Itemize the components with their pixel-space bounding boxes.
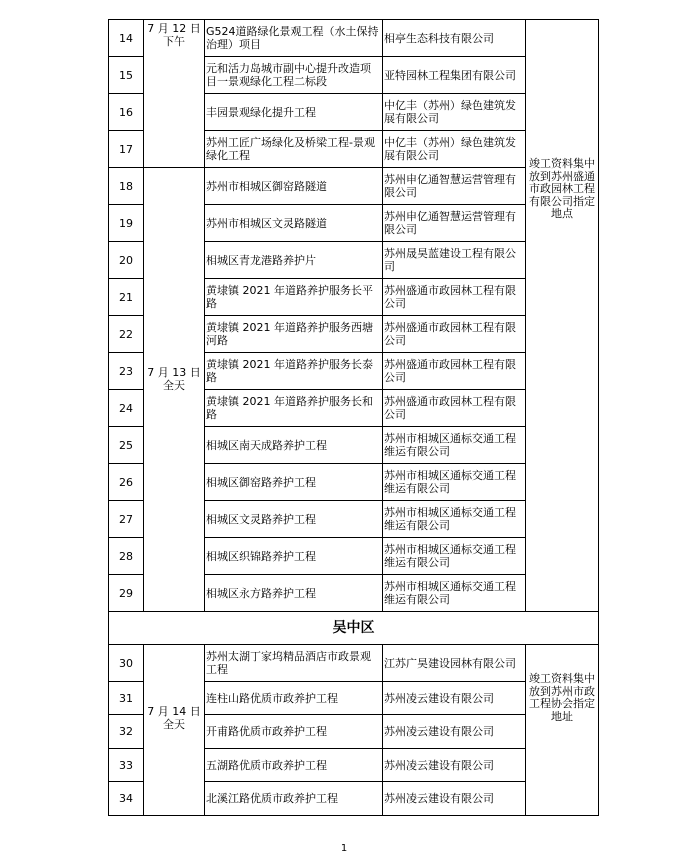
schedule-rows-xiangcheng <box>109 20 599 612</box>
project-name: 开甫路优质市政养护工程 <box>205 715 383 749</box>
project-name: 黄埭镇 2021 年道路养护服务西塘河路 <box>205 316 383 353</box>
row-number: 33 <box>109 749 144 782</box>
row-number: 28 <box>109 538 144 575</box>
page-number: 1 <box>340 843 348 854</box>
company-name: 苏州凌云建设有限公司 <box>383 715 526 749</box>
project-name: 相城区南天成路养护工程 <box>205 427 383 464</box>
row-number: 17 <box>109 131 144 168</box>
project-name: G524道路绿化景观工程（水土保持治理）项目 <box>205 20 383 57</box>
project-name: 黄埭镇 2021 年道路养护服务长平路 <box>205 279 383 316</box>
company-name: 江苏广昊建设园林有限公司 <box>383 645 526 682</box>
project-name: 北溪江路优质市政养护工程 <box>205 782 383 816</box>
row-number: 20 <box>109 242 144 279</box>
row-number: 32 <box>109 715 144 749</box>
company-name: 苏州盛通市政园林工程有限公司 <box>383 353 526 390</box>
company-name: 苏州市相城区通标交通工程维运有限公司 <box>383 427 526 464</box>
project-name: 相城区青龙港路养护片 <box>205 242 383 279</box>
delivery-note: 竣工资料集中放到苏州盛通市政园林工程有限公司指定地点 <box>526 20 599 612</box>
row-number: 18 <box>109 168 144 205</box>
company-name: 苏州晟昊蓝建设工程有限公司 <box>383 242 526 279</box>
table-row <box>109 168 599 205</box>
company-name: 苏州市相城区通标交通工程维运有限公司 <box>383 575 526 612</box>
row-number: 27 <box>109 501 144 538</box>
inspection-schedule-table <box>108 19 599 816</box>
row-number: 21 <box>109 279 144 316</box>
row-number: 26 <box>109 464 144 501</box>
delivery-note: 竣工资料集中放到苏州市政工程协会指定地址 <box>526 645 599 816</box>
project-name: 相城区永方路养护工程 <box>205 575 383 612</box>
company-name: 苏州盛通市政园林工程有限公司 <box>383 316 526 353</box>
company-name: 苏州申亿通智慧运营管理有限公司 <box>383 205 526 242</box>
project-name: 黄埭镇 2021 年道路养护服务长和路 <box>205 390 383 427</box>
project-name: 黄埭镇 2021 年道路养护服务长泰路 <box>205 353 383 390</box>
row-number: 25 <box>109 427 144 464</box>
row-number: 24 <box>109 390 144 427</box>
company-name: 中亿丰（苏州）绿色建筑发展有限公司 <box>383 131 526 168</box>
row-number: 29 <box>109 575 144 612</box>
row-number: 34 <box>109 782 144 816</box>
table-row <box>109 645 599 682</box>
company-name: 苏州凌云建设有限公司 <box>383 682 526 715</box>
company-name: 苏州盛通市政园林工程有限公司 <box>383 279 526 316</box>
table-row <box>109 20 599 57</box>
company-name: 苏州申亿通智慧运营管理有限公司 <box>383 168 526 205</box>
date-jul14: 7 月 14 日全天 <box>144 645 205 816</box>
row-number: 15 <box>109 57 144 94</box>
project-name: 相城区文灵路养护工程 <box>205 501 383 538</box>
project-name: 苏州市相城区文灵路隧道 <box>205 205 383 242</box>
row-number: 23 <box>109 353 144 390</box>
row-number: 22 <box>109 316 144 353</box>
company-name: 中亿丰（苏州）绿色建筑发展有限公司 <box>383 94 526 131</box>
project-name: 元和活力岛城市副中心提升改造项目一景观绿化工程二标段 <box>205 57 383 94</box>
project-name: 苏州市相城区御窑路隧道 <box>205 168 383 205</box>
company-name: 亚特园林工程集团有限公司 <box>383 57 526 94</box>
company-name: 苏州盛通市政园林工程有限公司 <box>383 390 526 427</box>
project-name: 丰园景观绿化提升工程 <box>205 94 383 131</box>
company-name: 苏州凌云建设有限公司 <box>383 749 526 782</box>
section-title-wuzhong: 吴中区 <box>109 612 599 645</box>
section-wuzhong <box>109 612 599 645</box>
company-name: 苏州凌云建设有限公司 <box>383 782 526 816</box>
row-number: 16 <box>109 94 144 131</box>
company-name: 相亭生态科技有限公司 <box>383 20 526 57</box>
project-name: 相城区织锦路养护工程 <box>205 538 383 575</box>
project-name: 连柱山路优质市政养护工程 <box>205 682 383 715</box>
project-name: 苏州工匠广场绿化及桥梁工程-景观绿化工程 <box>205 131 383 168</box>
date-jul13: 7 月 13 日全天 <box>144 168 205 612</box>
date-jul12: 7 月 12 日下午 <box>144 20 205 168</box>
row-number: 14 <box>109 20 144 57</box>
project-name: 五湖路优质市政养护工程 <box>205 749 383 782</box>
row-number: 31 <box>109 682 144 715</box>
schedule-rows-wuzhong <box>109 645 599 816</box>
company-name: 苏州市相城区通标交通工程维运有限公司 <box>383 464 526 501</box>
row-number: 30 <box>109 645 144 682</box>
company-name: 苏州市相城区通标交通工程维运有限公司 <box>383 538 526 575</box>
row-number: 19 <box>109 205 144 242</box>
project-name: 相城区御窑路养护工程 <box>205 464 383 501</box>
company-name: 苏州市相城区通标交通工程维运有限公司 <box>383 501 526 538</box>
project-name: 苏州太湖丁家坞精品酒店市政景观工程 <box>205 645 383 682</box>
